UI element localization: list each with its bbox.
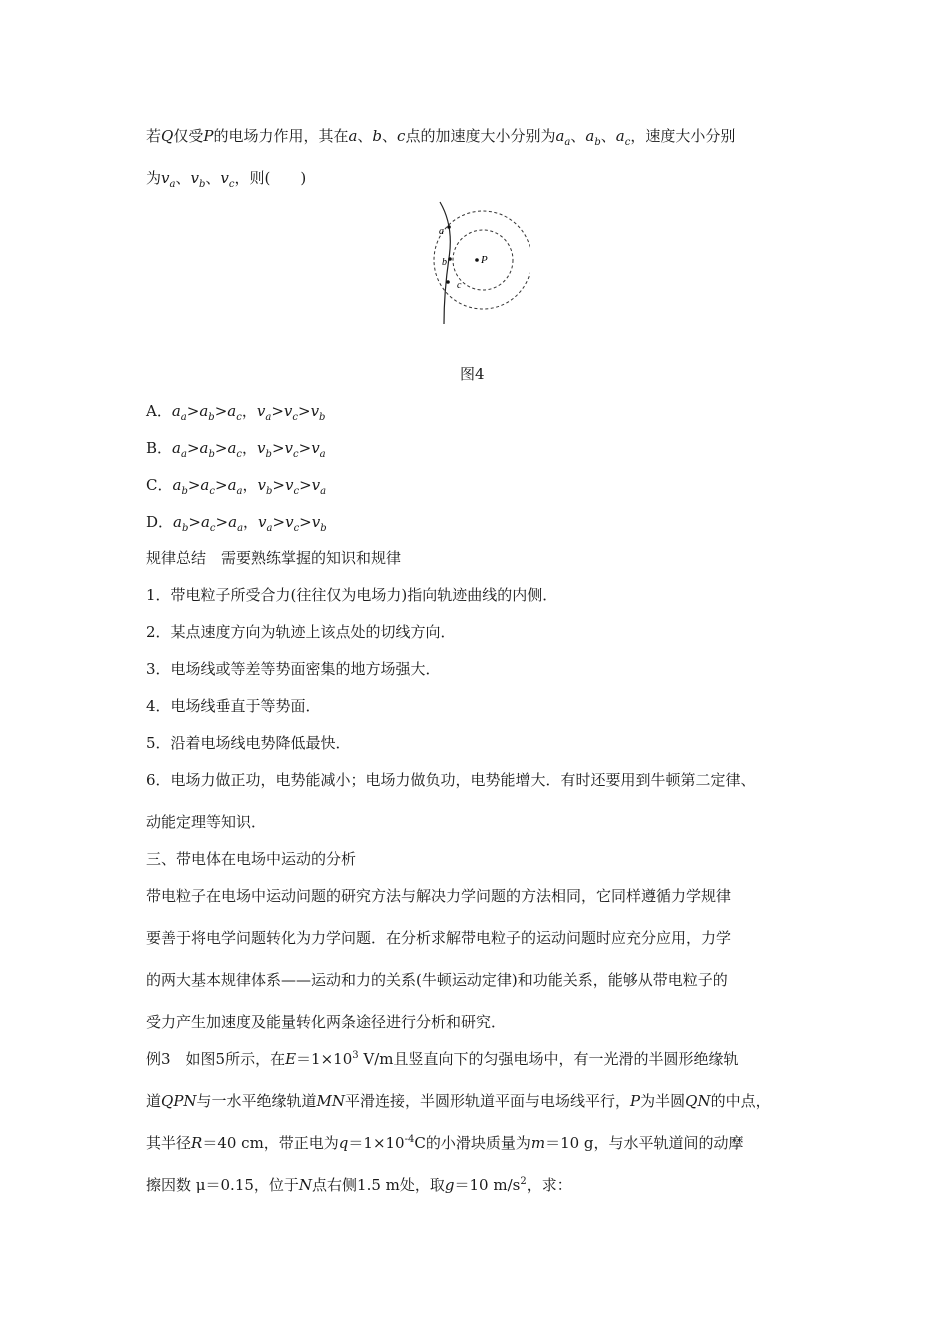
summary-item-3: 3．电场线或等差等势面密集的地方场强大． [146, 660, 441, 678]
section-3-para-line-1: 带电粒子在电场中运动问题的研究方法与解决力学问题的方法相同，它同样遵循力学规律 [146, 887, 732, 905]
summary-item-6-continued: 动能定理等知识． [146, 813, 267, 831]
section-3-para-line-3: 的两大基本规律体系——运动和力的关系(牛顿运动定律)和功能关系，能够从带电粒子的 [146, 971, 728, 989]
section-3-title: 三、带电体在电场中运动的分析 [146, 850, 357, 868]
label-a: a [439, 226, 444, 237]
example-3-line-3: 其半径R＝40 cm，带正电为$q=1\times 10^{-4}C$的小滑块质量为m＝10 g，与水平轨道间的动摩 [146, 1134, 744, 1152]
option-d: D．$a_b>a_c>a_a$，$v_a>v_c>v_b$ [146, 513, 327, 534]
example-3-line-1: 例3 如图5所示，在$E=1\times 10^3$ V/m且竖直向下的匀强电场中，有一光滑的半圆形绝缘轨 [146, 1050, 739, 1068]
point-p-dot [475, 258, 479, 262]
section-3-para-line-4: 受力产生加速度及能量转化两条途径进行分析和研究． [146, 1013, 507, 1031]
summary-item-6: 6．电场力做正功，电势能减小；电场力做负功，电势能增大．有时还要用到牛顿第二定律、 [146, 771, 756, 789]
figure-4-diagram [420, 196, 530, 326]
summary-item-4: 4．电场线垂直于等势面． [146, 697, 321, 715]
summary-item-5: 5．沿着电场线电势降低最快． [146, 734, 351, 752]
figure-4-caption: 图4 [460, 365, 485, 383]
summary-item-2: 2．某点速度方向为轨迹上该点处的切线方向． [146, 623, 456, 641]
option-c: C．$a_b>a_c>a_a$，$v_b>v_c>v_a$ [146, 476, 327, 497]
option-a: A．$a_a>a_b>a_c$，$v_a>v_c>v_b$ [146, 402, 326, 423]
option-b: B．$a_a>a_b>a_c$，$v_b>v_c>v_a$ [146, 439, 326, 460]
point-c-dot [446, 280, 450, 284]
label-p: P [481, 254, 488, 266]
point-b-dot [448, 257, 452, 261]
example-3-line-2: 道QPN与一水平绝缘轨道MN平滑连接，半圆形轨道平面与电场线平行，P为半圆QN的中点， [146, 1092, 771, 1110]
summary-item-1: 1．带电粒子所受合力(往往仅为电场力)指向轨迹曲线的内侧． [146, 586, 558, 604]
example-3-line-4: 擦因数 μ＝0.15，位于N点右侧1.5 m处，取g＝10 $m/s^2$，求： [146, 1176, 572, 1194]
summary-title: 规律总结 需要熟练掌握的知识和规律 [146, 549, 402, 567]
question-intro-line-2: 为$v_a$、$v_b$、$v_c$，则( ) [146, 169, 307, 190]
label-c: c [457, 280, 462, 291]
question-intro-line-1: 若Q仅受P的电场力作用，其在a、b、c点的加速度大小分别为$a_a$、$a_b$、$a_c$，速度大小分别 [146, 127, 736, 148]
section-3-para-line-2: 要善于将电学问题转化为力学问题．在分析求解带电粒子的运动问题时应充分应用，力学 [146, 929, 732, 947]
point-a-dot [447, 225, 451, 229]
label-b: b [442, 257, 447, 268]
